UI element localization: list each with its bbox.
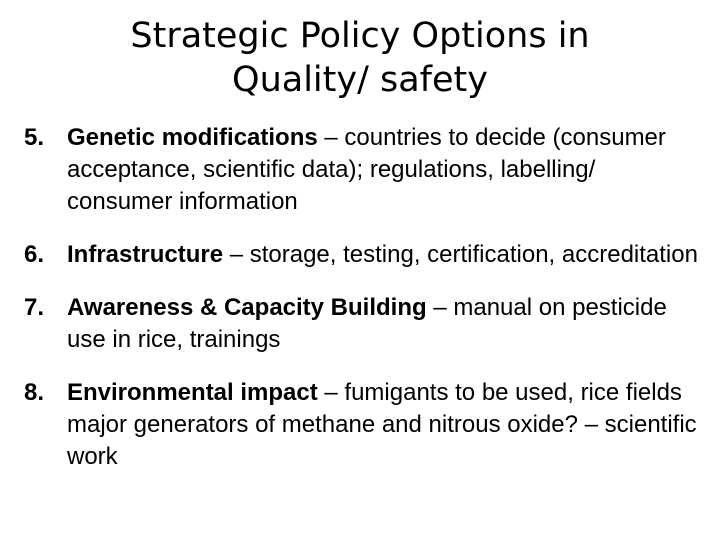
slide-title [40,14,680,102]
list-item [24,377,704,473]
item-term: Awareness & Capacity Building [67,294,427,321]
slide-title-line-2: Quality/ safety [232,60,488,100]
item-description: – countries to decide (consumer acceptance, scientific data); regulations, labelling/ consumer information [67,124,666,215]
item-term: Environmental impact [67,379,318,406]
item-term: Genetic modifications [67,124,318,151]
item-term: Infrastructure [67,241,224,268]
item-description: – manual on pesticide use in rice, trainings [67,294,667,353]
item-number: 5. [24,124,45,151]
slide-title-line-1: Strategic Policy Options in [130,16,590,56]
item-description: – storage, testing, certification, accreditation [223,241,698,268]
item-description: – fumigants to be used, rice fields major generators of methane and nitrous oxide? – scientific work [67,379,697,470]
item-number: 6. [24,241,45,268]
list-item [24,239,704,271]
item-number: 8. [24,379,45,406]
item-number: 7. [24,294,45,321]
list-item [24,122,704,218]
list-item [24,292,704,356]
policy-options-list [24,122,704,494]
